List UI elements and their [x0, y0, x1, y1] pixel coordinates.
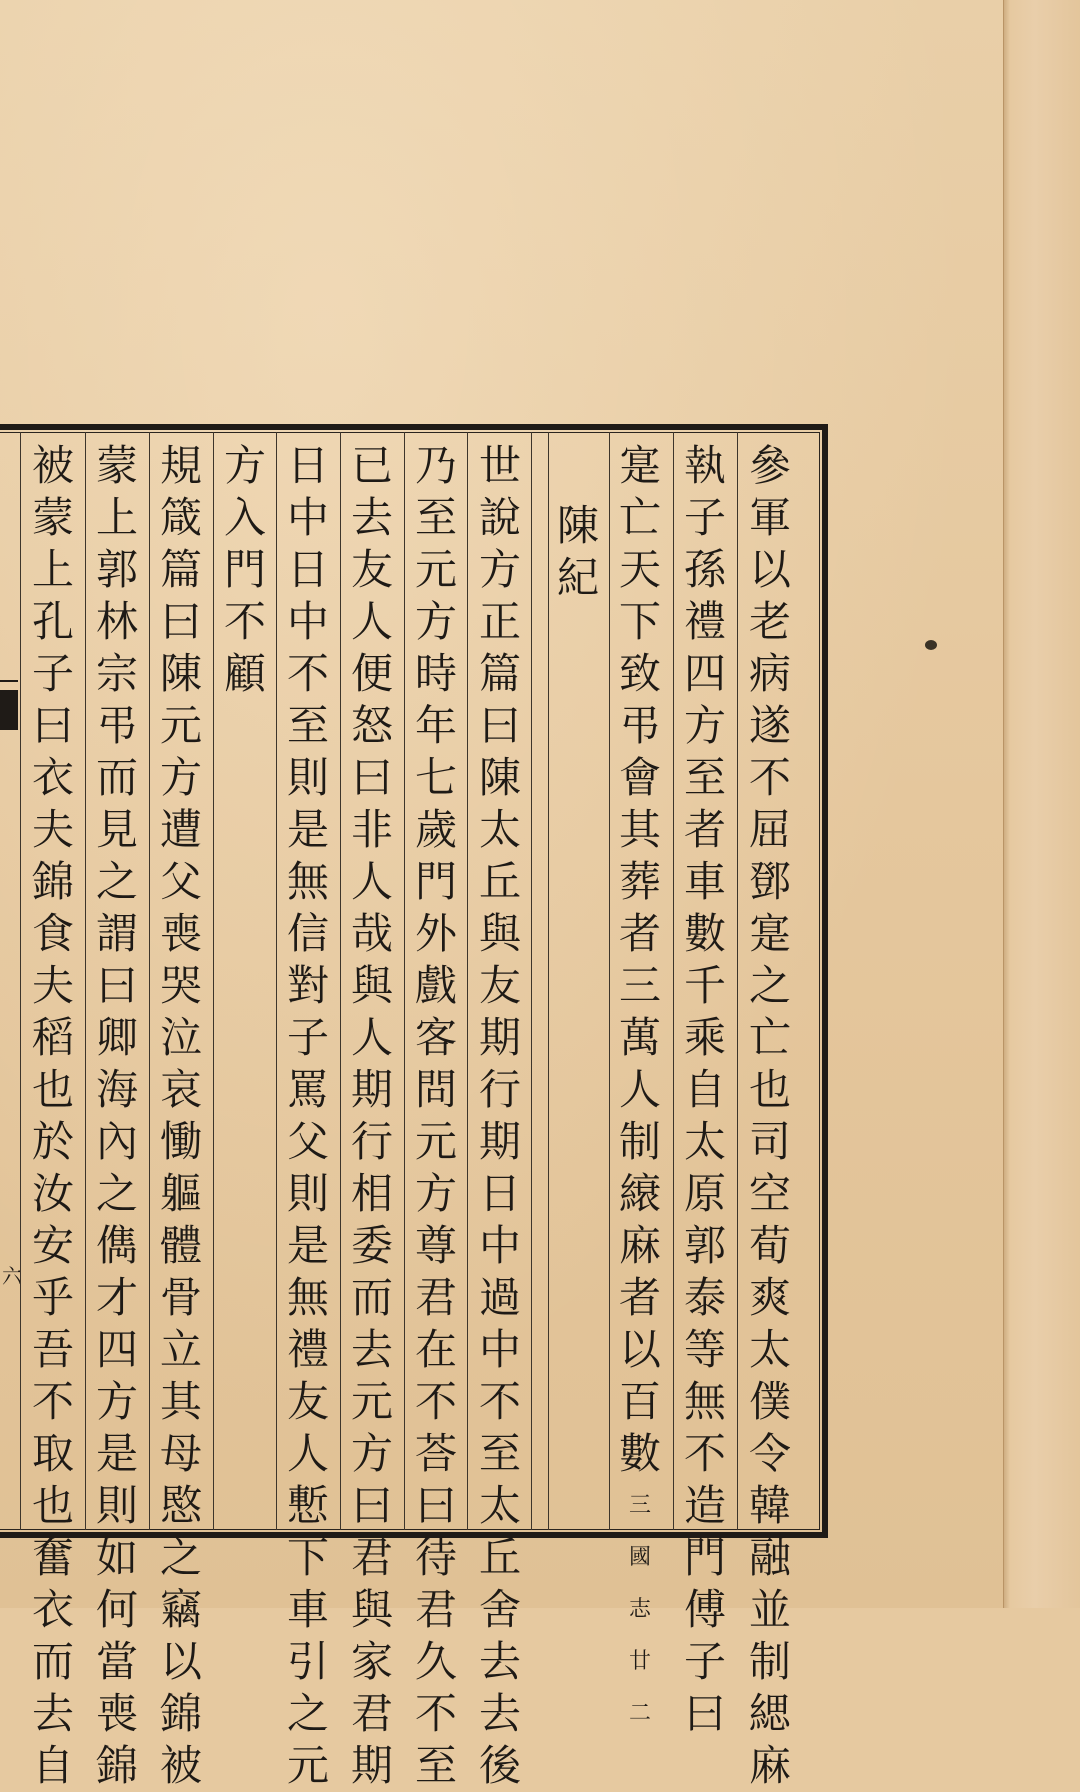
character: 者	[618, 1273, 661, 1322]
character: 見	[95, 805, 138, 854]
character: 而	[31, 1637, 74, 1686]
character: 行	[478, 1065, 521, 1114]
character: 顧	[223, 649, 266, 698]
character: 軀	[159, 1169, 202, 1218]
character: 不	[414, 1377, 457, 1426]
character: 曰	[159, 597, 202, 646]
character: 君	[414, 1585, 457, 1634]
character: 歲	[414, 805, 457, 854]
text-column	[89, 440, 145, 1790]
text-column	[217, 440, 273, 1522]
character: 自	[31, 1741, 74, 1790]
character: 何	[95, 1585, 138, 1634]
fold-line	[0, 680, 18, 682]
character: 外	[414, 909, 457, 958]
character: 中	[286, 597, 329, 646]
column-rule	[404, 432, 405, 1530]
character: 錦	[95, 1741, 138, 1790]
character: 元	[414, 1117, 457, 1166]
character: 已	[350, 441, 393, 490]
column-rule	[20, 432, 21, 1530]
character: 篇	[159, 545, 202, 594]
character: 爽	[748, 1273, 791, 1322]
character: 中	[478, 1221, 521, 1270]
character: 便	[350, 649, 393, 698]
character: 期	[350, 1065, 393, 1114]
column-rule	[531, 432, 532, 1530]
note-character: 三	[628, 1493, 651, 1518]
text-column	[153, 440, 209, 1790]
character: 期	[350, 1741, 393, 1790]
character: 骨	[159, 1273, 202, 1322]
character: 至	[683, 753, 726, 802]
character: 門	[683, 1533, 726, 1582]
character: 方	[350, 1429, 393, 1478]
character: 才	[95, 1273, 138, 1322]
character: 相	[350, 1169, 393, 1218]
character: 稻	[31, 1013, 74, 1062]
character: 等	[683, 1325, 726, 1374]
character: 其	[618, 805, 661, 854]
character: 與	[350, 1585, 393, 1634]
character: 日	[478, 1169, 521, 1218]
character: 箴	[159, 493, 202, 542]
character: 夫	[31, 805, 74, 854]
text-column	[472, 440, 528, 1790]
character: 車	[683, 857, 726, 906]
character: 立	[159, 1325, 202, 1374]
character: 令	[748, 1429, 791, 1478]
character: 卿	[95, 1013, 138, 1062]
character: 不	[286, 649, 329, 698]
character: 也	[31, 1481, 74, 1530]
character: 司	[748, 1117, 791, 1166]
character: 鄧	[748, 857, 791, 906]
character: 弔	[95, 701, 138, 750]
character: 屈	[748, 805, 791, 854]
character: 後	[478, 1741, 521, 1790]
character: 其	[159, 1377, 202, 1426]
leaf-number: 六	[2, 1264, 22, 1288]
character: 慙	[286, 1481, 329, 1530]
character: 無	[286, 857, 329, 906]
character: 奮	[31, 1533, 74, 1582]
character: 是	[95, 1429, 138, 1478]
character: 是	[286, 805, 329, 854]
character: 曰	[350, 753, 393, 802]
character: 百	[618, 1377, 661, 1426]
character: 謂	[95, 909, 138, 958]
character: 期	[478, 1117, 521, 1166]
character: 友	[286, 1377, 329, 1426]
column-rule	[467, 432, 468, 1530]
character: 子	[31, 649, 74, 698]
character: 至	[478, 1429, 521, 1478]
character: 禮	[286, 1325, 329, 1374]
character: 者	[683, 805, 726, 854]
character: 僕	[748, 1377, 791, 1426]
character: 也	[31, 1065, 74, 1114]
character: 至	[414, 493, 457, 542]
character: 哭	[159, 961, 202, 1010]
character: 太	[478, 1481, 521, 1530]
character: 方	[414, 597, 457, 646]
character: 尊	[414, 1221, 457, 1270]
character: 人	[350, 1013, 393, 1062]
character: 非	[350, 805, 393, 854]
character: 之	[748, 961, 791, 1010]
character: 君	[350, 1689, 393, 1738]
character: 麻	[748, 1741, 791, 1790]
character: 麻	[618, 1221, 661, 1270]
character: 而	[350, 1273, 393, 1322]
column-rule	[276, 432, 277, 1530]
character: 郭	[683, 1221, 726, 1270]
character: 門	[414, 857, 457, 906]
character: 方	[223, 441, 266, 490]
character: 遭	[159, 805, 202, 854]
character: 四	[95, 1325, 138, 1374]
text-column	[612, 440, 668, 1726]
character: 喪	[159, 909, 202, 958]
character: 罵	[286, 1065, 329, 1114]
character: 錦	[31, 857, 74, 906]
column-rule	[340, 432, 341, 1530]
character: 去	[478, 1689, 521, 1738]
character: 過	[478, 1273, 521, 1322]
character: 君	[350, 1533, 393, 1582]
character: 也	[748, 1065, 791, 1114]
character: 是	[286, 1221, 329, 1270]
character: 衣	[31, 753, 74, 802]
character: 信	[286, 909, 329, 958]
character: 無	[683, 1377, 726, 1426]
character: 去	[350, 1325, 393, 1374]
character: 無	[286, 1273, 329, 1322]
character: 之	[159, 1533, 202, 1582]
character: 而	[95, 753, 138, 802]
character: 太	[478, 805, 521, 854]
character: 內	[95, 1117, 138, 1166]
character: 人	[350, 597, 393, 646]
character: 篇	[478, 649, 521, 698]
character: 荅	[414, 1429, 457, 1478]
character: 至	[414, 1741, 457, 1790]
character: 則	[286, 753, 329, 802]
character: 元	[159, 701, 202, 750]
column-rule	[85, 432, 86, 1530]
character: 制	[618, 1117, 661, 1166]
character: 委	[350, 1221, 393, 1270]
character: 方	[414, 1169, 457, 1218]
character: 愍	[159, 1481, 202, 1530]
character: 友	[478, 961, 521, 1010]
character: 海	[95, 1065, 138, 1114]
character: 哀	[159, 1065, 202, 1114]
character: 參	[748, 441, 791, 490]
character: 萬	[618, 1013, 661, 1062]
character: 中	[478, 1325, 521, 1374]
column-rule	[609, 432, 610, 1530]
character: 子	[286, 1013, 329, 1062]
character: 方	[478, 545, 521, 594]
character: 太	[748, 1325, 791, 1374]
character: 去	[350, 493, 393, 542]
character: 四	[683, 649, 726, 698]
character: 不	[414, 1689, 457, 1738]
character: 人	[350, 857, 393, 906]
character: 則	[95, 1481, 138, 1530]
character: 天	[618, 545, 661, 594]
character: 門	[223, 545, 266, 594]
character: 者	[618, 909, 661, 958]
character: 空	[748, 1169, 791, 1218]
text-column	[25, 440, 81, 1790]
character: 之	[286, 1689, 329, 1738]
note-character: 曰	[683, 1689, 726, 1738]
character: 數	[618, 1429, 661, 1478]
character: 與	[350, 961, 393, 1010]
note-character: 子	[683, 1637, 726, 1686]
character: 上	[31, 545, 74, 594]
character: 孔	[31, 597, 74, 646]
character: 日	[286, 441, 329, 490]
character: 體	[159, 1221, 202, 1270]
character: 蒙	[31, 493, 74, 542]
character: 之	[95, 1169, 138, 1218]
text-column	[344, 440, 400, 1790]
character: 在	[414, 1325, 457, 1374]
character: 儁	[95, 1221, 138, 1270]
character: 日	[286, 545, 329, 594]
character: 太	[683, 1117, 726, 1166]
character: 乃	[414, 441, 457, 490]
character: 問	[414, 1065, 457, 1114]
character: 人	[286, 1429, 329, 1478]
character: 執	[683, 441, 726, 490]
character: 元	[414, 545, 457, 594]
character: 時	[414, 649, 457, 698]
text-column	[677, 440, 733, 1738]
character: 曰	[350, 1481, 393, 1530]
character: 年	[414, 701, 457, 750]
character: 被	[159, 1741, 202, 1790]
character: 食	[31, 909, 74, 958]
character: 與	[478, 909, 521, 958]
character: 林	[95, 597, 138, 646]
character: 戲	[414, 961, 457, 1010]
column-rule	[149, 432, 150, 1530]
character: 錦	[159, 1689, 202, 1738]
character: 方	[95, 1377, 138, 1426]
character: 丘	[478, 857, 521, 906]
character: 父	[159, 857, 202, 906]
character: 不	[683, 1429, 726, 1478]
character: 宗	[95, 649, 138, 698]
character: 丘	[478, 1533, 521, 1582]
character: 寔	[748, 909, 791, 958]
character: 元	[286, 1741, 329, 1790]
character: 亡	[748, 1013, 791, 1062]
character: 方	[683, 701, 726, 750]
character: 引	[286, 1637, 329, 1686]
note-character: 二	[628, 1701, 651, 1726]
character: 陳	[478, 753, 521, 802]
character: 怒	[350, 701, 393, 750]
text-column	[280, 440, 336, 1790]
character: 下	[618, 597, 661, 646]
character: 葬	[618, 857, 661, 906]
column-rule	[737, 432, 738, 1530]
character: 制	[748, 1637, 791, 1686]
note-character: 傅	[683, 1585, 726, 1634]
character: 家	[350, 1637, 393, 1686]
next-page-edge	[1003, 0, 1080, 1608]
character: 曰	[478, 701, 521, 750]
character: 並	[748, 1585, 791, 1634]
character: 慟	[159, 1117, 202, 1166]
character: 緦	[748, 1689, 791, 1738]
character: 郭	[95, 545, 138, 594]
character: 下	[286, 1533, 329, 1582]
character: 病	[748, 649, 791, 698]
character: 期	[478, 1013, 521, 1062]
character: 以	[159, 1637, 202, 1686]
character: 之	[95, 857, 138, 906]
character: 不	[223, 597, 266, 646]
character: 夫	[31, 961, 74, 1010]
character: 荀	[748, 1221, 791, 1270]
text-column	[742, 440, 798, 1790]
character: 喪	[95, 1689, 138, 1738]
character: 弔	[618, 701, 661, 750]
character: 取	[31, 1429, 74, 1478]
character: 哉	[350, 909, 393, 958]
character: 吾	[31, 1325, 74, 1374]
character: 紀	[556, 553, 599, 602]
character: 待	[414, 1533, 457, 1582]
character: 蒙	[95, 441, 138, 490]
character: 乎	[31, 1273, 74, 1322]
character: 入	[223, 493, 266, 542]
character: 久	[414, 1637, 457, 1686]
note-character: 廿	[628, 1649, 651, 1674]
character: 人	[618, 1065, 661, 1114]
character: 原	[683, 1169, 726, 1218]
character: 孫	[683, 545, 726, 594]
character: 以	[618, 1325, 661, 1374]
character: 君	[414, 1273, 457, 1322]
column-rule	[548, 432, 549, 1530]
character: 上	[95, 493, 138, 542]
character: 則	[286, 1169, 329, 1218]
character: 舍	[478, 1585, 521, 1634]
character: 數	[683, 909, 726, 958]
character: 不	[31, 1377, 74, 1426]
character: 父	[286, 1117, 329, 1166]
character: 客	[414, 1013, 457, 1062]
character: 不	[748, 753, 791, 802]
character: 七	[414, 753, 457, 802]
character: 融	[748, 1533, 791, 1582]
character: 去	[478, 1637, 521, 1686]
character: 車	[286, 1585, 329, 1634]
note-character: 國	[628, 1545, 651, 1570]
character: 會	[618, 753, 661, 802]
character: 泰	[683, 1273, 726, 1322]
character: 竊	[159, 1585, 202, 1634]
character: 安	[31, 1221, 74, 1270]
character: 曰	[31, 701, 74, 750]
character: 禮	[683, 597, 726, 646]
character: 子	[683, 493, 726, 542]
column-rule	[673, 432, 674, 1530]
character: 致	[618, 649, 661, 698]
character: 軍	[748, 493, 791, 542]
character: 友	[350, 545, 393, 594]
character: 曰	[414, 1481, 457, 1530]
character: 陳	[159, 649, 202, 698]
character: 造	[683, 1481, 726, 1530]
character: 於	[31, 1117, 74, 1166]
character: 韓	[748, 1481, 791, 1530]
character: 方	[159, 753, 202, 802]
character: 泣	[159, 1013, 202, 1062]
character: 縗	[618, 1169, 661, 1218]
character: 中	[286, 493, 329, 542]
character: 規	[159, 441, 202, 490]
character: 寔	[618, 441, 661, 490]
ink-spot	[925, 640, 937, 650]
character: 正	[478, 597, 521, 646]
character: 自	[683, 1065, 726, 1114]
character: 被	[31, 441, 74, 490]
character: 遂	[748, 701, 791, 750]
character: 千	[683, 961, 726, 1010]
character: 如	[95, 1533, 138, 1582]
character: 行	[350, 1117, 393, 1166]
character: 至	[286, 701, 329, 750]
character: 汝	[31, 1169, 74, 1218]
character: 乘	[683, 1013, 726, 1062]
character: 不	[478, 1377, 521, 1426]
character: 以	[748, 545, 791, 594]
character: 元	[350, 1377, 393, 1426]
character: 去	[31, 1689, 74, 1738]
text-column	[550, 500, 606, 1582]
character: 當	[95, 1637, 138, 1686]
character: 陳	[556, 501, 599, 550]
character: 三	[618, 961, 661, 1010]
character: 亡	[618, 493, 661, 542]
text-column	[408, 440, 464, 1790]
character: 說	[478, 493, 521, 542]
fold-fishtail-mark	[0, 690, 18, 730]
character: 母	[159, 1429, 202, 1478]
character: 老	[748, 597, 791, 646]
column-rule	[213, 432, 214, 1530]
character: 世	[478, 441, 521, 490]
note-character: 志	[628, 1597, 651, 1622]
character: 對	[286, 961, 329, 1010]
character: 曰	[95, 961, 138, 1010]
character: 衣	[31, 1585, 74, 1634]
